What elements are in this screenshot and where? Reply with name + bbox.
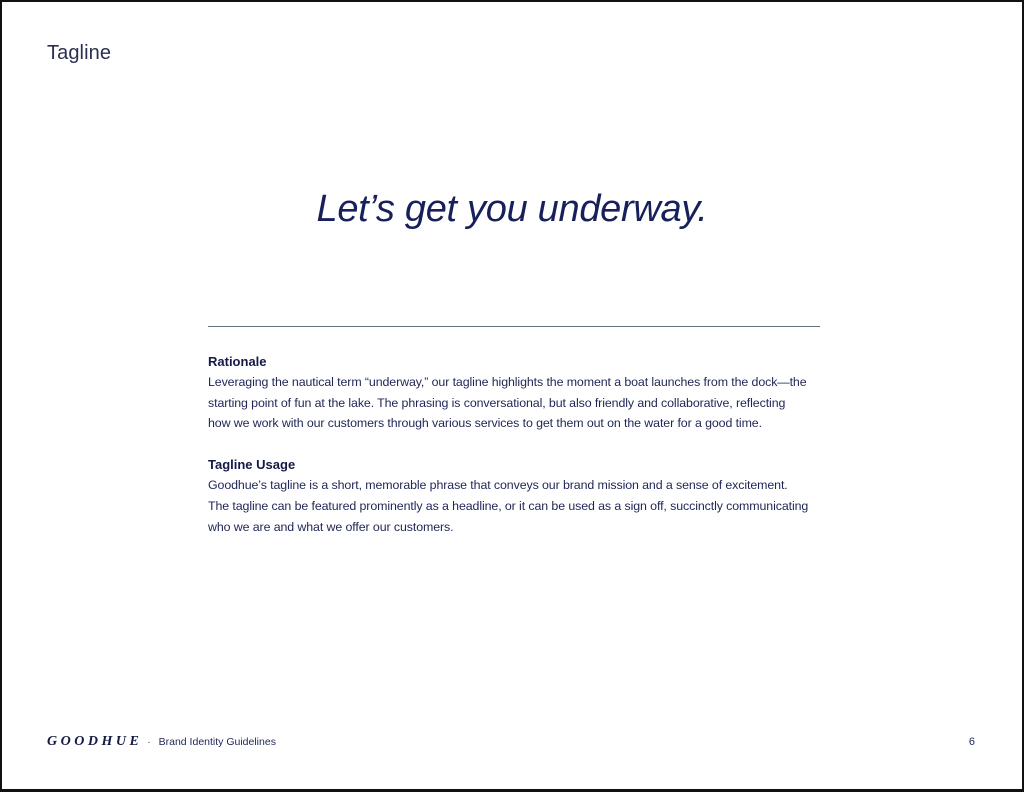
content-body [208, 352, 828, 558]
tagline-usage-line: Goodhue’s tagline is a short, memorable phrase that conveys our brand mission and a sense of excitement. [208, 478, 788, 493]
tagline-usage-heading: Tagline Usage [208, 457, 296, 473]
divider-rule [208, 326, 820, 327]
separator-dot: · [147, 736, 151, 748]
tagline-usage-line: The tagline can be featured prominently as a headline, or it can be used as a sign off, succinctly communicating [208, 498, 809, 513]
rationale-section [208, 352, 828, 434]
footer-label: Brand Identity Guidelines [158, 736, 276, 748]
page-footer [47, 733, 977, 751]
rationale-line: starting point of fun at the lake. The phrasing is conversational, but also friendly and collaborative, reflecting [208, 395, 786, 410]
rationale-line: Leveraging the nautical term “underway,” our tagline highlights the moment a boat launches from the dock—the [208, 375, 807, 389]
page-number: 6 [968, 736, 975, 748]
tagline-headline: Let’s get you underway. [316, 188, 708, 230]
tagline-usage-section [208, 455, 828, 537]
section-title: Tagline [47, 42, 112, 64]
rationale-line: how we work with our customers through various services to get them out on the water for a good time. [208, 416, 762, 431]
rationale-heading: Rationale [208, 354, 267, 369]
goodhue-logo: GOODHUE [47, 734, 143, 749]
tagline-usage-line: who we are and what we offer our customers. [208, 519, 454, 534]
